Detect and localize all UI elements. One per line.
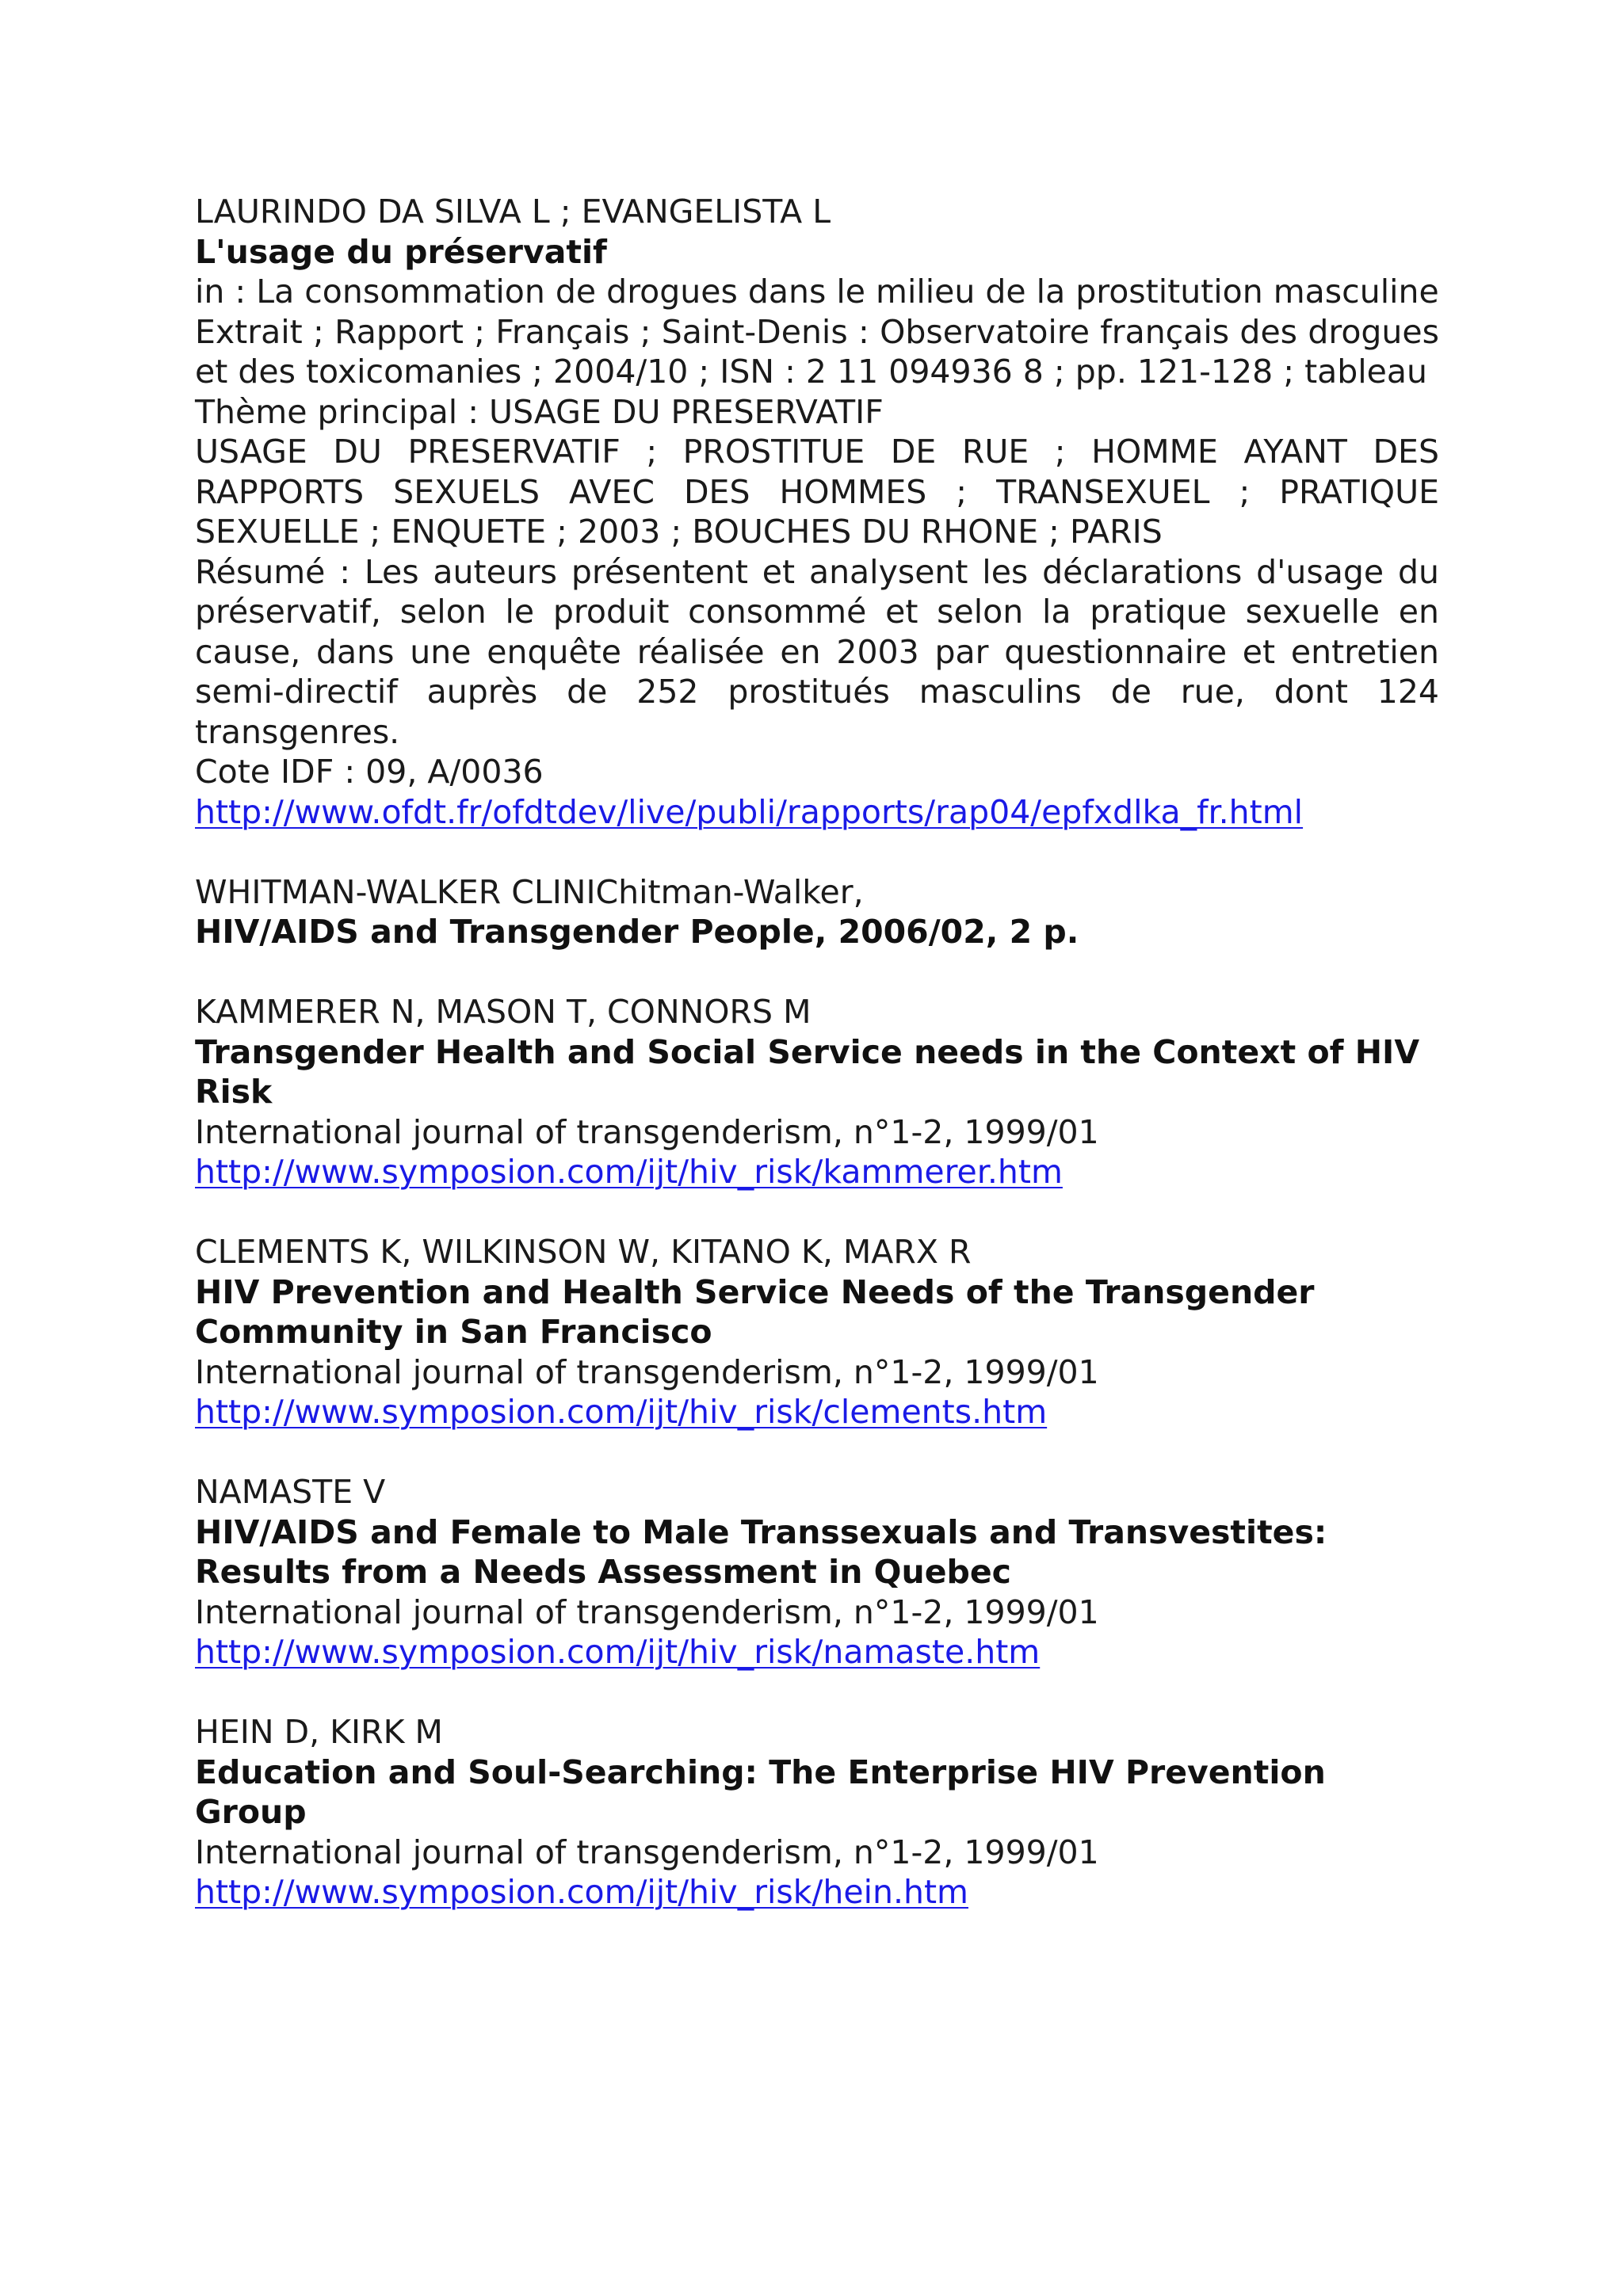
entry-authors: HEIN D, KIRK M bbox=[195, 1713, 443, 1751]
entry-authors: KAMMERER N, MASON T, CONNORS M bbox=[195, 993, 812, 1031]
entry-cote: Cote IDF : 09, A/0036 bbox=[195, 753, 544, 791]
entry-authors: WHITMAN-WALKER CLINIChitman-Walker, bbox=[195, 872, 864, 911]
entry-title: Education and Soul-Searching: The Enterprise HIV Prevention Group bbox=[195, 1753, 1326, 1831]
entry-in: in : La consommation de drogues dans le milieu de la prostitution masculine bbox=[195, 273, 1439, 311]
entry-theme: Thème principal : USAGE DU PRESERVATIF bbox=[195, 392, 884, 431]
entry-link[interactable]: http://www.symposion.com/ijt/hiv_risk/clements.htm bbox=[195, 1393, 1048, 1431]
bib-entry-hein bbox=[195, 1712, 1439, 1913]
entry-title: L'usage du préservatif bbox=[195, 232, 607, 271]
bib-entry-clements bbox=[195, 1232, 1439, 1432]
entry-summary: Résumé : Les auteurs présentent et analysent les déclarations d'usage du préservatif, selon le produit consommé et selon la pratique sexuelle en cause, dans une enquête réalisée en 2003 par questionnaire et entretien semi-directif auprès de 252 prostitués masculins de rue, dont 124 transgenres. bbox=[195, 552, 1439, 751]
bib-entry-kammerer bbox=[195, 992, 1439, 1192]
bib-entry-whitman-walker bbox=[195, 872, 1439, 952]
entry-link[interactable]: http://www.symposion.com/ijt/hiv_risk/hein.htm bbox=[195, 1873, 968, 1911]
entry-link[interactable]: http://www.symposion.com/ijt/hiv_risk/kammerer.htm bbox=[195, 1153, 1063, 1191]
entry-authors: CLEMENTS K, WILKINSON W, KITANO K, MARX R bbox=[195, 1233, 972, 1271]
entry-authors: LAURINDO DA SILVA L ; EVANGELISTA L bbox=[195, 193, 831, 231]
entry-journal: International journal of transgenderism, n°1-2, 1999/01 bbox=[195, 1592, 1099, 1631]
bib-entry-namaste bbox=[195, 1472, 1439, 1672]
bibliography-page bbox=[195, 192, 1439, 1952]
entry-journal: International journal of transgenderism, n°1-2, 1999/01 bbox=[195, 1833, 1099, 1871]
entry-journal: International journal of transgenderism, n°1-2, 1999/01 bbox=[195, 1112, 1099, 1151]
entry-journal: International journal of transgenderism, n°1-2, 1999/01 bbox=[195, 1352, 1099, 1391]
entry-keywords: USAGE DU PRESERVATIF ; PROSTITUE DE RUE ; HOMME AYANT DES RAPPORTS SEXUELS AVEC DES HOMMES ; TRANSEXUEL ; PRATIQUE SEXUELLE ; ENQUETE ; 2003 ; BOUCHES DU RHONE ; PARIS bbox=[195, 433, 1439, 551]
entry-authors: NAMASTE V bbox=[195, 1473, 386, 1511]
entry-link[interactable]: http://www.symposion.com/ijt/hiv_risk/namaste.htm bbox=[195, 1633, 1041, 1671]
bib-entry-laurindo bbox=[195, 192, 1439, 832]
entry-title: Transgender Health and Social Service needs in the Context of HIV Risk bbox=[195, 1032, 1420, 1111]
entry-title: HIV Prevention and Health Service Needs of the Transgender Community in San Francisco bbox=[195, 1272, 1315, 1351]
entry-publication: Extrait ; Rapport ; Français ; Saint-Denis : Observatoire français des drogues et des toxicomanies ; 2004/10 ; ISN : 2 11 094936 8 ; pp. 121-128 ; tableau bbox=[195, 312, 1439, 391]
entry-link[interactable]: http://www.ofdt.fr/ofdtdev/live/publi/rapports/rap04/epfxdlka_fr.html bbox=[195, 792, 1304, 831]
entry-title: HIV/AIDS and Female to Male Transsexuals and Transvestites: Results from a Needs Assessment in Quebec bbox=[195, 1512, 1327, 1591]
entry-title: HIV/AIDS and Transgender People, 2006/02, 2 p. bbox=[195, 913, 1079, 951]
